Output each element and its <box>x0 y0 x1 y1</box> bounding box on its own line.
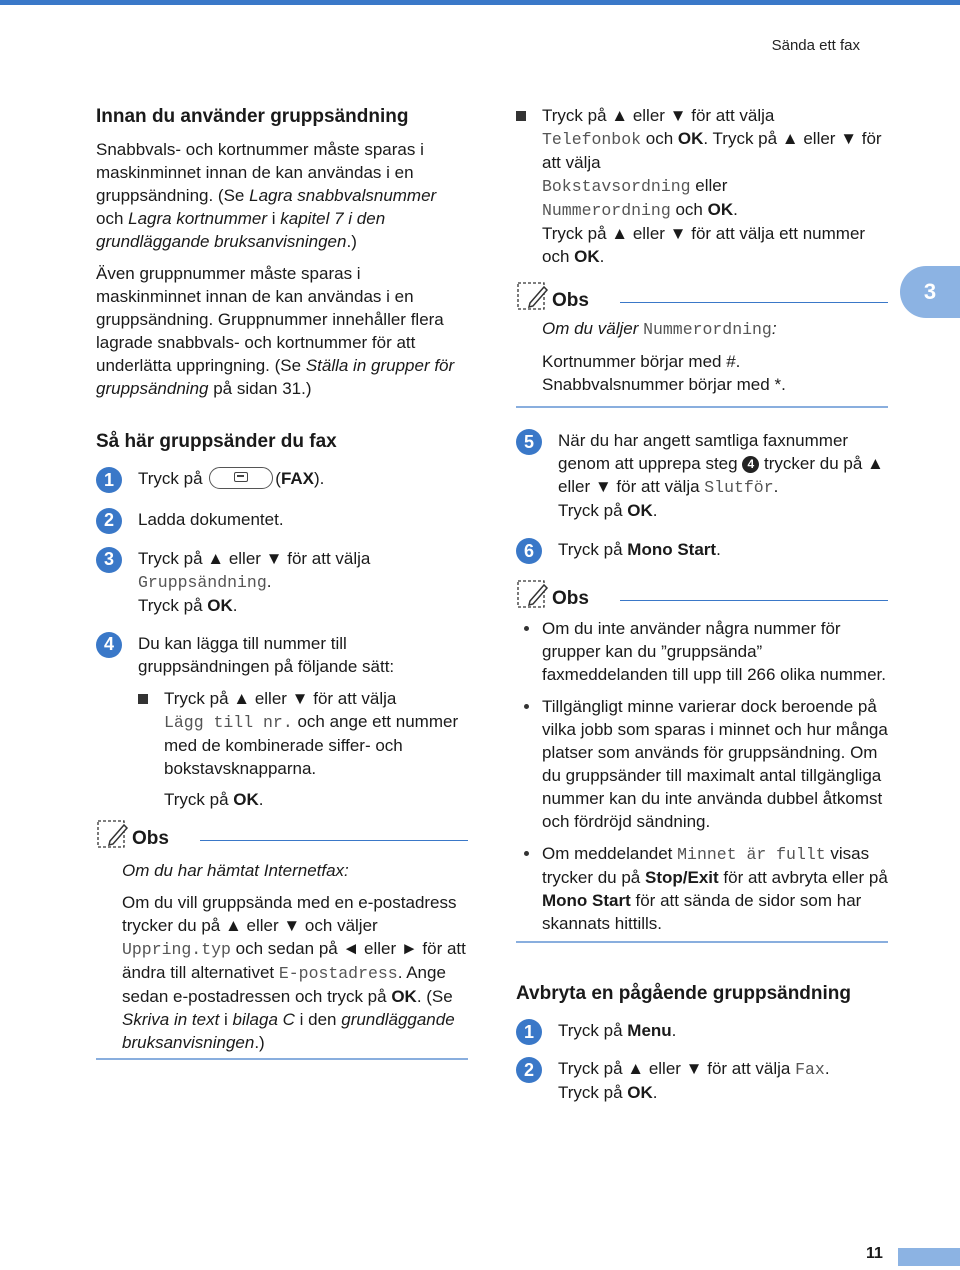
note-speeddial-line: Snabbvalsnummer börjar med *. <box>542 375 786 394</box>
fax-button-icon <box>209 467 273 489</box>
step-5: 5 När du har angett samtliga faxnummer genom att upprepa steg 4 trycker du på ▲ eller ▼ för att välja Slutför. Tryck på OK. <box>516 429 888 522</box>
note-bottom-rule <box>516 941 888 943</box>
step-number: 4 <box>96 632 122 658</box>
note-pencil-icon <box>516 281 550 313</box>
note-general <box>516 579 888 943</box>
step-4: 4 Du kan lägga till nummer till gruppsändningen på följande sätt: <box>96 632 468 678</box>
note-bullet: Om du inte använder några nummer för grupper kan du ”gruppsända” faxmeddelanden till upp till 266 olika nummer. <box>516 617 888 686</box>
note-pencil-icon <box>516 579 550 611</box>
note-body: Om du vill gruppsända med en e-postadress trycker du på ▲ eller ▼ och väljer Uppring.typ och sedan på ◄ eller ► för att ändra till alternativet E-postadress. Ange sedan e-postadressen och tryck på OK. (Se Skriva in text i bilaga C i den grundläggande bruksanvisningen.) <box>122 892 466 1052</box>
note-bottom-rule <box>516 406 888 408</box>
step-3: 3 Tryck på ▲ eller ▼ för att välja Gruppsändning. Tryck på OK. <box>96 547 468 617</box>
running-header: Sända ett fax <box>771 37 860 54</box>
step-number: 2 <box>516 1057 542 1083</box>
note-bullet: Tillgängligt minne varierar dock beroende på vilka jobb som sparas i minnet och hur många platser som används för gruppsändning. Om du gruppsänder till maximalt antal tillgängliga nummer kan du inte använda dubbel åtkomst och fördröjd sändning. <box>516 695 888 833</box>
step-number: 6 <box>516 538 542 564</box>
square-bullet-icon <box>138 694 148 704</box>
heading-how-to-broadcast: Så här gruppsänder du fax <box>96 431 337 452</box>
note-shortcode-line: Kortnummer börjar med #. <box>542 352 741 371</box>
note-label: Obs <box>552 290 589 311</box>
cancel-step-2: 2 Tryck på ▲ eller ▼ för att välja Fax. Tryck på OK. <box>516 1057 888 1104</box>
paragraph-group-numbers: Även gruppnummer måste sparas i maskinminnet innan de kan användas i en gruppsändning. Gruppnummer innehåller flera lagrade snabbvals- och kortnummer för att underlätta uppringning. (Se Ställa in grupper för gruppsändning på sidan 31.) <box>96 264 455 398</box>
note-bullet: Om meddelandet Minnet är fullt visas trycker du på Stop/Exit för att avbryta eller på Mono Start för att sända de sidor som har skannats hittills. <box>516 842 888 935</box>
step-2: 2 Ladda dokumentet. <box>96 508 468 531</box>
left-column <box>96 104 468 1060</box>
right-column <box>516 104 888 1104</box>
note-condition: Om du har hämtat Internetfax: <box>122 860 349 880</box>
step-6: 6 Tryck på Mono Start. <box>516 538 888 561</box>
step-number: 2 <box>96 508 122 534</box>
page-number-bar <box>898 1248 960 1266</box>
step-number: 3 <box>96 547 122 573</box>
step-ref-badge: 4 <box>742 456 759 473</box>
heading-before-broadcast: Innan du använder gruppsändning <box>96 106 409 127</box>
note-label: Obs <box>132 827 169 849</box>
note-internet-fax <box>96 819 468 1060</box>
page-number: 11 <box>866 1245 883 1262</box>
note-number-order <box>516 281 888 408</box>
paragraph-storage: Snabbvals- och kortnummer måste sparas i maskinminnet innan de kan användas i en gruppsändning. (Se Lagra snabbvalsnummer och Lagra kortnummer i kapitel 7 i den grundläggande bruksanvisningen.) <box>96 140 437 251</box>
chapter-tab: 3 <box>900 266 960 318</box>
step-4-option-phonebook: Tryck på ▲ eller ▼ för att välja Telefonbok och OK. Tryck på ▲ eller ▼ för att välja Bokstavsordning eller Nummerordning och OK. Tryck på ▲ eller ▼ för att välja ett nummer och OK. <box>516 104 888 268</box>
square-bullet-icon <box>516 111 526 121</box>
step-number: 5 <box>516 429 542 455</box>
step-1: 1 Tryck på (FAX). <box>96 467 468 491</box>
step-number: 1 <box>516 1019 542 1045</box>
note-pencil-icon <box>96 819 130 851</box>
note-bottom-rule <box>96 1058 468 1060</box>
top-rule <box>0 0 960 5</box>
cancel-step-1: 1 Tryck på Menu. <box>516 1019 888 1042</box>
step-4-option: Tryck på ▲ eller ▼ för att välja Lägg till nr. och ange ett nummer med de kombinerade siffer- och bokstavsknapparna. Tryck på OK. <box>96 687 468 811</box>
heading-cancel-broadcast: Avbryta en pågående gruppsändning <box>516 983 852 1004</box>
note-condition: Om du väljer Nummerordning: <box>542 319 777 339</box>
step-number: 1 <box>96 467 122 493</box>
note-label: Obs <box>552 588 589 609</box>
